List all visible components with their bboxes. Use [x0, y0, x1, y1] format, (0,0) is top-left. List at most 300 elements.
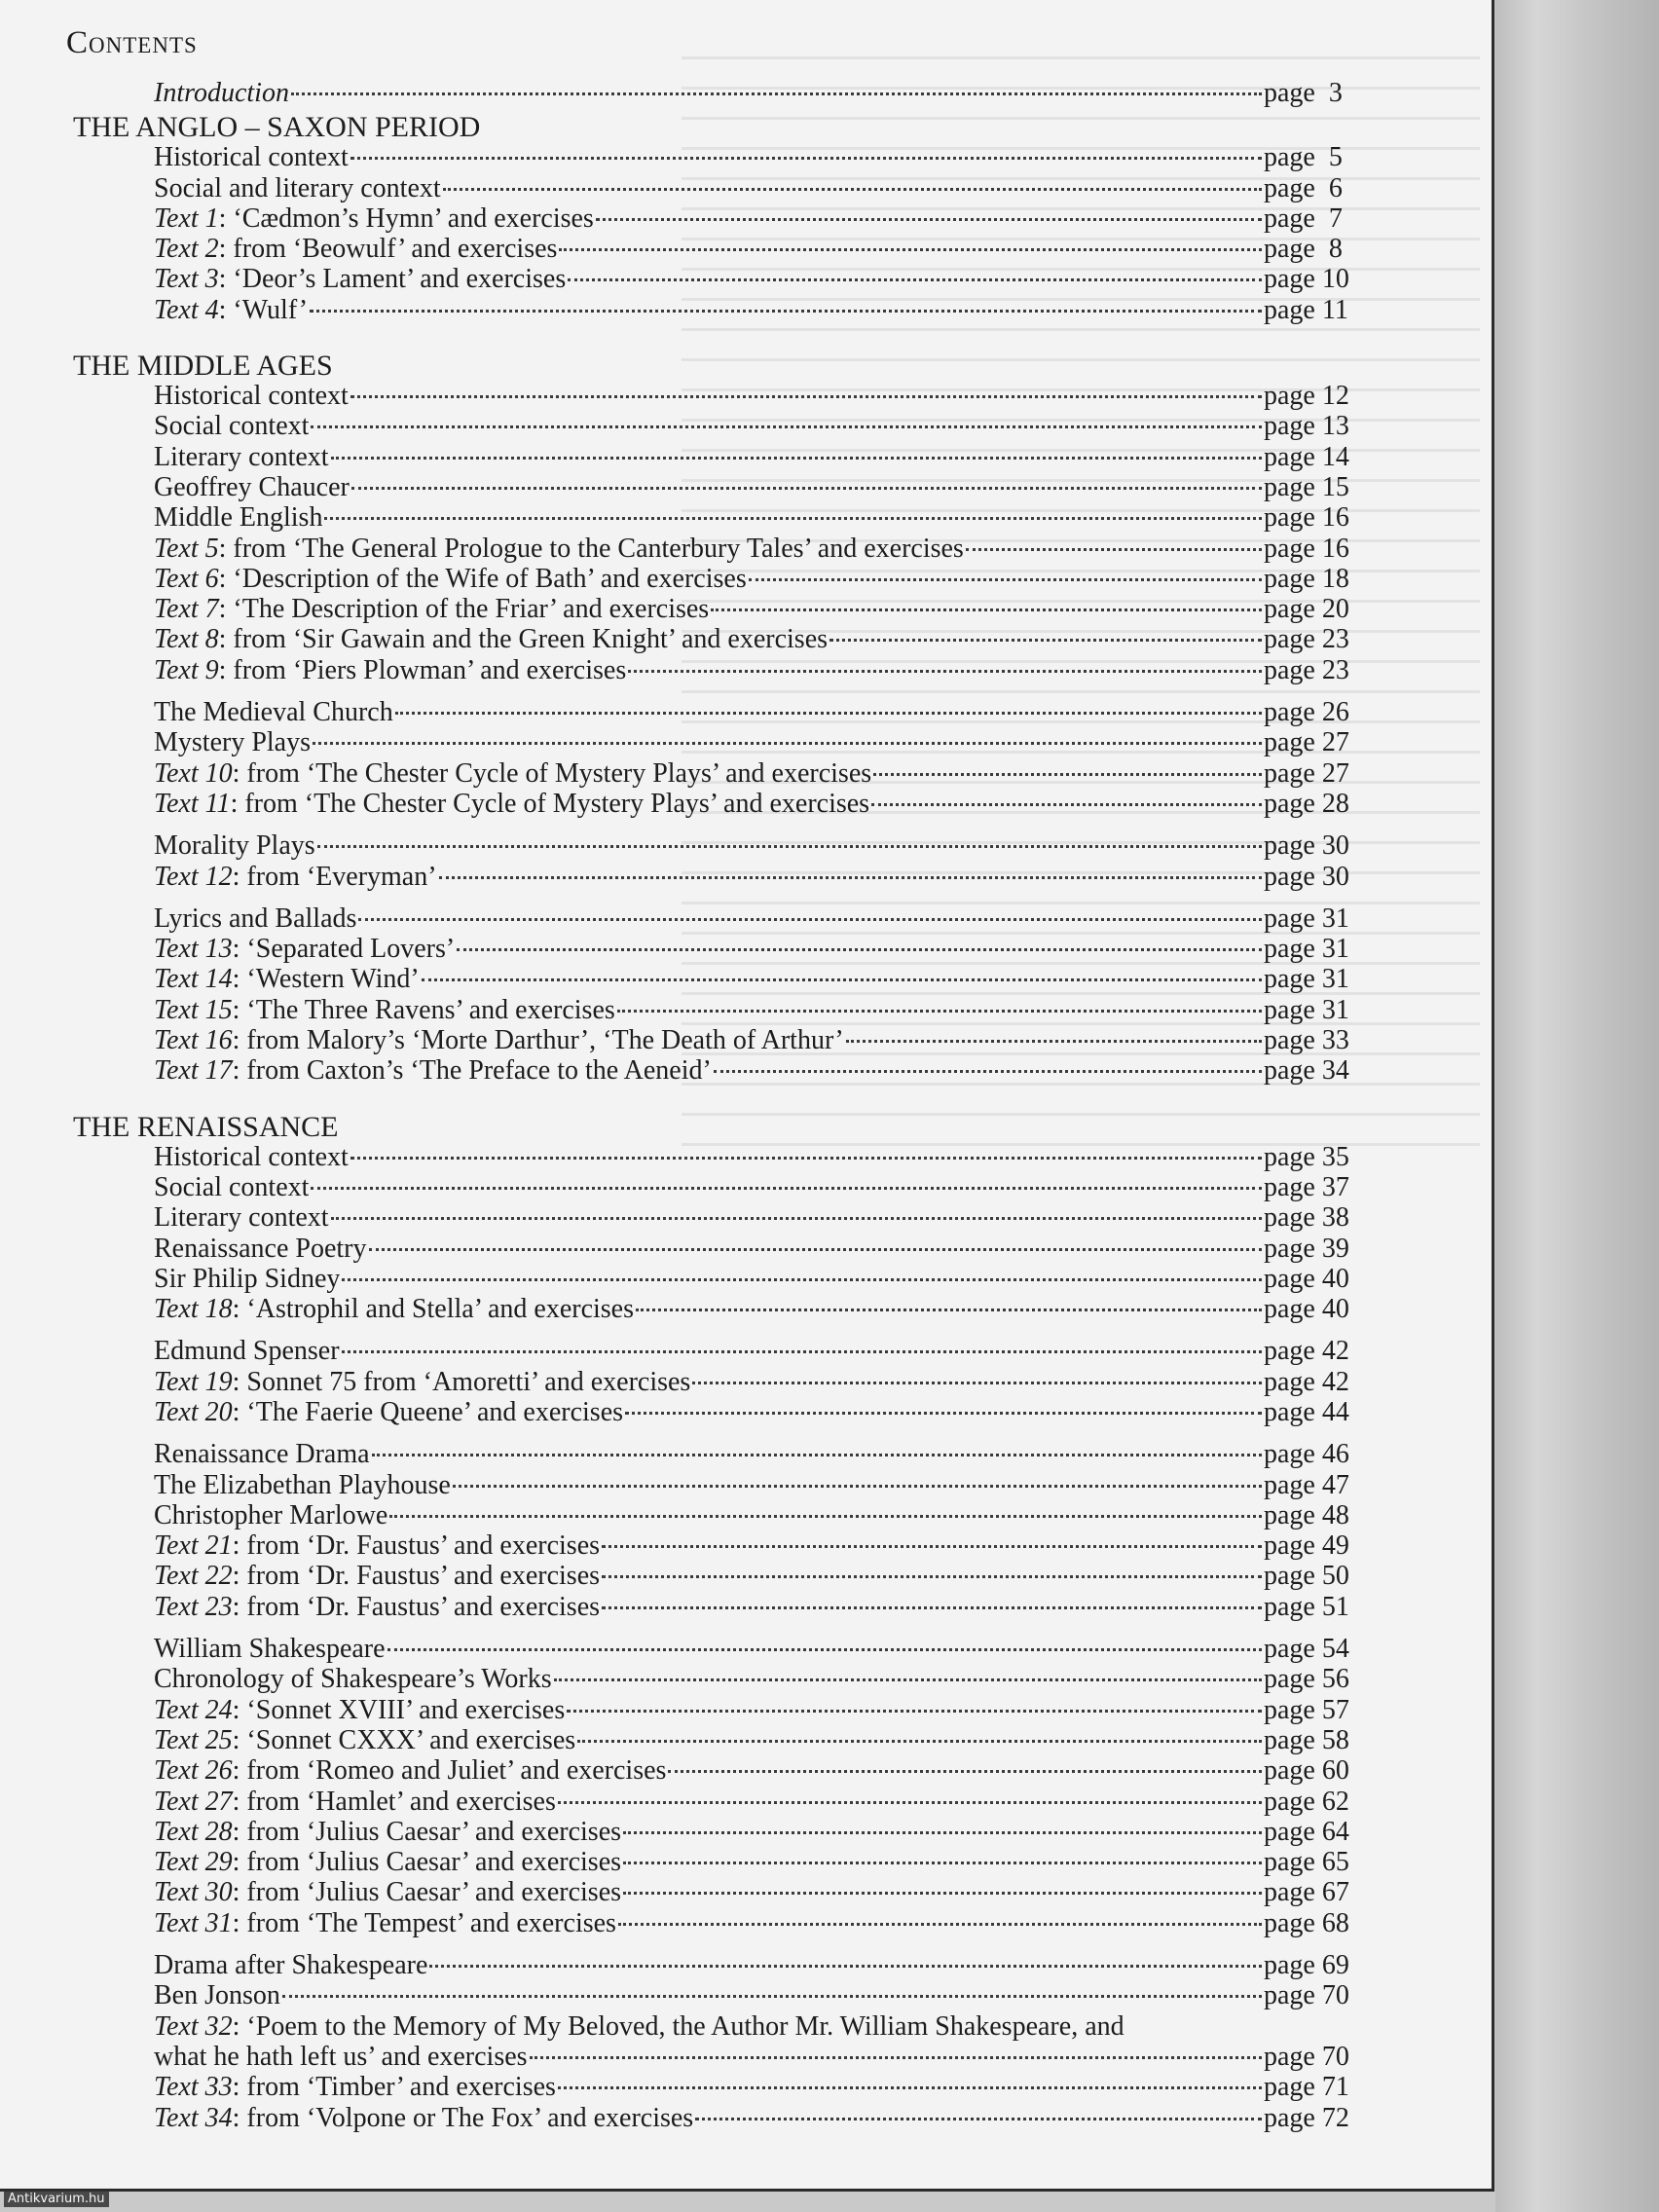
toc-entry-title: : ‘Cædmon’s Hymn’ and exercises [218, 203, 594, 234]
toc-entry[interactable] [154, 411, 1373, 441]
toc-entry[interactable] [154, 381, 1373, 411]
toc-entry-label [154, 995, 615, 1025]
toc-leader-dots [358, 915, 1262, 921]
toc-entry-title: : ‘The Faerie Queene’ and exercises [232, 1396, 624, 1427]
toc-entry[interactable] [154, 1908, 1373, 1938]
toc-entry-title: : from ‘The Chester Cycle of Mystery Plays’ and exercises [232, 757, 872, 789]
toc-entry[interactable] [154, 1336, 1373, 1366]
toc-entry-title: : from ‘Piers Plowman’ and exercises [218, 654, 627, 685]
toc-entry-number: Text 23 [154, 1591, 233, 1622]
toc-leader-dots [668, 1767, 1262, 1773]
toc-entry-title: Historical context [154, 1141, 349, 1172]
toc-page-number: page 42 [1264, 1336, 1349, 1367]
toc-page-number: page 31 [1264, 964, 1349, 995]
toc-leader-dots [625, 1409, 1262, 1415]
toc-page-number: page 54 [1264, 1634, 1349, 1665]
toc-entry-label [154, 1202, 329, 1233]
toc-entry-label [154, 173, 441, 203]
toc-leader-dots [311, 423, 1262, 428]
toc-page-number: page 42 [1264, 1366, 1349, 1397]
toc-leader-dots [530, 2053, 1262, 2059]
toc-entry[interactable] [154, 1397, 1373, 1427]
toc-entry[interactable] [154, 234, 1373, 264]
toc-entry-number: Text 8 [154, 624, 219, 655]
toc-entry-label [154, 1055, 712, 1086]
toc-entry-title: : from Caxton’s ‘The Preface to the Aeneid’ [232, 1055, 712, 1087]
toc-entry-label [154, 1336, 340, 1366]
toc-entry-line [154, 2011, 1492, 2042]
adjacent-page-edge [1495, 0, 1659, 2212]
toc-entry-label [154, 624, 828, 654]
spacer [0, 325, 1492, 350]
toc-entry[interactable] [154, 2042, 1373, 2072]
toc-page-number: page 11 [1264, 294, 1348, 325]
toc-entry-number: Text 19 [154, 1366, 233, 1397]
spacer [0, 1087, 1492, 1112]
toc-entry-label [154, 1664, 552, 1694]
toc-entry-label [154, 411, 309, 441]
toc-entry-label [154, 1397, 623, 1427]
toc-entry-title: : from ‘Dr. Faustus’ and exercises [232, 1561, 601, 1592]
toc-entry-label [154, 964, 420, 994]
toc-entry[interactable] [154, 862, 1373, 892]
toc-entry-label [154, 1470, 451, 1500]
toc-entry[interactable] [154, 727, 1373, 757]
toc-entry[interactable] [154, 1664, 1373, 1694]
toc-entry-title: Renaissance Drama [154, 1439, 370, 1470]
toc-leader-dots [623, 1828, 1262, 1834]
toc-entry[interactable] [154, 264, 1373, 294]
toc-entry-number: Text 27 [154, 1786, 233, 1817]
toc-entry-title: Morality Plays [154, 830, 315, 862]
toc-entry-title: what he hath left us’ and exercises [154, 2041, 528, 2072]
toc-entry-title: Edmund Spenser [154, 1336, 340, 1367]
toc-page-number: page 16 [1264, 502, 1349, 534]
toc-page-number: page 40 [1264, 1263, 1349, 1294]
toc-entry-number: Text 5 [154, 533, 219, 564]
toc-leader-dots [846, 1037, 1262, 1043]
table-of-contents [0, 78, 1492, 2133]
toc-page-number: page 8 [1264, 234, 1343, 265]
toc-entry-title: Middle English [154, 502, 323, 534]
toc-leader-dots [324, 514, 1262, 520]
toc-entry[interactable] [154, 903, 1373, 934]
toc-entry-number: Text 20 [154, 1396, 233, 1427]
toc-entry-title: : from Malory’s ‘Morte Darthur’, ‘The Death of Arthur’ [232, 1025, 844, 1056]
page-title: Contents [66, 25, 198, 60]
toc-leader-dots [966, 545, 1262, 551]
toc-leader-dots [350, 154, 1262, 160]
toc-entry-label [154, 1980, 280, 2010]
toc-leader-dots [331, 454, 1262, 460]
toc-leader-dots [429, 1962, 1262, 1968]
toc-leader-dots [331, 1214, 1262, 1220]
toc-leader-dots [714, 1067, 1262, 1073]
toc-entry-title: : from ‘Julius Caesar’ and exercises [232, 1877, 622, 1908]
toc-entry-number: Text 22 [154, 1561, 233, 1592]
toc-entry-label [154, 1500, 387, 1530]
toc-entry-number: Text 3 [154, 264, 219, 295]
toc-entry-label [154, 1695, 565, 1725]
toc-entry-title: Historical context [154, 381, 349, 412]
toc-entry-title: : from ‘Sir Gawain and the Green Knight’ and exercises [218, 624, 829, 655]
toc-entry-title: Social context [154, 1171, 310, 1202]
toc-page-number: page 70 [1264, 2041, 1349, 2072]
toc-entry[interactable] [154, 442, 1373, 472]
toc-leader-dots [369, 1245, 1263, 1251]
toc-page-number: page 15 [1264, 471, 1349, 502]
toc-page-number: page 46 [1264, 1439, 1349, 1470]
toc-entry-label [154, 1725, 575, 1755]
toc-leader-dots [628, 667, 1262, 673]
toc-page-number: page 31 [1264, 903, 1349, 934]
toc-entry[interactable] [154, 1500, 1373, 1530]
toc-leader-dots [830, 636, 1262, 642]
toc-leader-dots [350, 392, 1262, 398]
toc-page-number: page 37 [1264, 1171, 1349, 1202]
toc-entry[interactable] [154, 78, 1373, 108]
toc-entry[interactable] [154, 1877, 1373, 1907]
toc-leader-dots [602, 1604, 1262, 1609]
toc-page-number: page 58 [1264, 1724, 1349, 1755]
toc-entry[interactable] [154, 502, 1373, 533]
toc-entry-label [154, 1294, 634, 1324]
toc-entry[interactable] [154, 934, 1373, 964]
toc-entry[interactable] [154, 1294, 1373, 1324]
toc-entry[interactable] [154, 1725, 1373, 1755]
toc-entry[interactable] [154, 1980, 1373, 2010]
toc-leader-dots [636, 1306, 1262, 1311]
toc-entry-label [154, 295, 308, 325]
toc-entry[interactable] [154, 1202, 1373, 1233]
toc-leader-dots [439, 873, 1262, 879]
toc-entry-number: Text 10 [154, 757, 233, 789]
toc-entry-label [154, 1847, 621, 1877]
toc-entry-label [154, 1367, 690, 1397]
toc-entry-label [154, 1817, 621, 1847]
spacer [0, 1938, 1492, 1950]
toc-page-number: page 34 [1264, 1055, 1349, 1087]
toc-entry[interactable] [154, 789, 1373, 819]
toc-page-number: page 12 [1264, 381, 1349, 412]
toc-page-number: page 33 [1264, 1025, 1349, 1056]
toc-entry[interactable] [154, 995, 1373, 1025]
toc-page-number: page 56 [1264, 1664, 1349, 1695]
toc-entry-number: Text 17 [154, 1055, 233, 1087]
toc-entry-title: : from ‘Everyman’ [232, 861, 437, 892]
toc-entry[interactable] [154, 1367, 1373, 1397]
toc-entry-title: : from ‘Beowulf’ and exercises [218, 234, 558, 265]
toc-leader-dots [567, 1707, 1262, 1713]
toc-entry[interactable] [154, 594, 1373, 624]
toc-page-number: page 6 [1264, 172, 1343, 203]
toc-entry[interactable] [154, 534, 1373, 564]
toc-entry[interactable] [154, 2103, 1373, 2133]
toc-entry-number: Text 26 [154, 1755, 233, 1787]
toc-entry[interactable] [154, 1264, 1373, 1294]
toc-entry-number: Text 32 [154, 2010, 233, 2042]
toc-entry-number: Text 14 [154, 964, 233, 995]
toc-entry[interactable] [154, 830, 1373, 861]
toc-entry-label [154, 78, 289, 108]
spacer [0, 1324, 1492, 1336]
toc-entry-title: Mystery Plays [154, 727, 311, 758]
toc-leader-dots [457, 945, 1262, 951]
toc-leader-dots [317, 842, 1262, 848]
toc-entry-label [154, 903, 356, 934]
toc-entry-title: The Elizabethan Playhouse [154, 1469, 451, 1500]
toc-leader-dots [596, 215, 1262, 221]
toc-page-number: page 7 [1264, 203, 1343, 234]
spacer [0, 1427, 1492, 1439]
toc-page-number: page 47 [1264, 1469, 1349, 1500]
toc-entry-number: Text 33 [154, 2072, 233, 2103]
toc-leader-dots [618, 1920, 1262, 1926]
toc-entry[interactable] [154, 1470, 1373, 1500]
toc-entry-number: Text 31 [154, 1907, 233, 1938]
toc-entry[interactable] [154, 173, 1373, 203]
toc-entry[interactable] [154, 697, 1373, 727]
toc-leader-dots [695, 2115, 1262, 2120]
toc-entry-label [154, 442, 329, 472]
toc-entry-title: Social and literary context [154, 172, 441, 203]
toc-entry-number: Text 12 [154, 861, 233, 892]
toc-entry-title: : ‘Wulf’ [218, 294, 309, 325]
toc-entry-label [154, 1264, 340, 1294]
toc-leader-dots [387, 1645, 1262, 1651]
toc-entry-label [154, 1950, 427, 1980]
toc-entry-title: Christopher Marlowe [154, 1499, 388, 1530]
toc-entry-title: : ‘The Three Ravens’ and exercises [232, 994, 615, 1025]
toc-leader-dots [313, 739, 1262, 745]
spacer [0, 685, 1492, 697]
toc-entry-number: Text 25 [154, 1724, 233, 1755]
toc-entry[interactable] [154, 1439, 1373, 1469]
toc-entry[interactable] [154, 655, 1373, 685]
toc-leader-dots [395, 709, 1262, 715]
toc-page-number: page 68 [1264, 1907, 1349, 1938]
toc-entry-label [154, 203, 594, 234]
toc-page-number: page 30 [1264, 830, 1349, 862]
toc-page-number: page 31 [1264, 934, 1349, 965]
toc-entry[interactable] [154, 2072, 1373, 2102]
toc-entry-number: Text 29 [154, 1847, 233, 1878]
toc-page-number: page 50 [1264, 1561, 1349, 1592]
toc-leader-dots [871, 800, 1262, 806]
toc-entry-label [154, 934, 455, 964]
toc-entry-title: : from ‘The Chester Cycle of Mystery Plays’ and exercises [230, 788, 870, 819]
toc-page-number: page 13 [1264, 411, 1349, 442]
toc-leader-dots [623, 1859, 1262, 1864]
toc-page-number: page 18 [1264, 563, 1349, 594]
toc-entry-title: : ‘Separated Lovers’ [232, 934, 456, 965]
toc-entry-label [154, 2072, 556, 2102]
toc-entry-title: Sir Philip Sidney [154, 1263, 341, 1294]
toc-entry-title: : ‘Western Wind’ [232, 964, 420, 995]
toc-page-number: page 23 [1264, 654, 1349, 685]
toc-entry-title: : from ‘Volpone or The Fox’ and exercises [232, 2102, 694, 2133]
toc-page-number: page 60 [1264, 1755, 1349, 1787]
section-heading: THE MIDDLE AGES [73, 350, 333, 383]
toc-entry-label [154, 1634, 386, 1664]
toc-page-number: page 71 [1264, 2072, 1349, 2103]
toc-page-number: page 3 [1264, 78, 1343, 108]
toc-leader-dots [310, 307, 1262, 313]
toc-leader-dots [350, 1154, 1262, 1160]
toc-entry[interactable] [154, 203, 1373, 234]
toc-entry-number: Text 24 [154, 1694, 233, 1725]
toc-entry[interactable] [154, 295, 1373, 325]
toc-page-number: page 51 [1264, 1591, 1349, 1622]
toc-entry[interactable] [154, 1817, 1373, 1847]
toc-entry-label [154, 1787, 556, 1817]
toc-entry-title: : ‘Poem to the Memory of My Beloved, the Author Mr. William Shakespeare, and [232, 2010, 1124, 2042]
toc-leader-dots [453, 1482, 1262, 1488]
toc-entry-label [154, 727, 311, 757]
toc-page-number: page 38 [1264, 1202, 1349, 1234]
toc-entry-number: Text 6 [154, 563, 219, 594]
toc-entry-label [154, 264, 566, 294]
toc-entry-number: Text 11 [154, 788, 231, 819]
toc-page-number: page 16 [1264, 533, 1349, 564]
toc-entry-label [154, 564, 747, 594]
toc-entry-title: William Shakespeare [154, 1634, 386, 1665]
toc-entry[interactable] [154, 1055, 1373, 1086]
toc-page-number: page 14 [1264, 441, 1349, 472]
toc-entry-label [154, 594, 709, 624]
toc-entry-label [154, 381, 349, 411]
toc-entry-number: Text 18 [154, 1294, 233, 1325]
toc-page-number: page 67 [1264, 1877, 1349, 1908]
toc-entry-title: : from ‘The General Prologue to the Canterbury Tales’ and exercises [218, 533, 964, 564]
toc-entry[interactable] [154, 1561, 1373, 1591]
toc-page-number: page 64 [1264, 1816, 1349, 1847]
toc-leader-dots [558, 2083, 1262, 2089]
toc-entry-number: Text 9 [154, 654, 219, 685]
toc-leader-dots [351, 484, 1262, 490]
toc-page-number: page 70 [1264, 1980, 1349, 2011]
toc-entry-label [154, 1142, 349, 1172]
spacer [0, 819, 1492, 830]
toc-entry-label [154, 2042, 528, 2072]
toc-entry[interactable] [154, 624, 1373, 654]
toc-entry-label [154, 502, 322, 533]
toc-entry-label [154, 1592, 600, 1622]
toc-entry-title: : ‘Sonnet CXXX’ and exercises [232, 1724, 576, 1755]
toc-entry[interactable] [154, 1787, 1373, 1817]
toc-entry-title: : ‘The Description of the Friar’ and exercises [218, 594, 710, 625]
toc-entry[interactable] [154, 1634, 1373, 1664]
toc-entry-label [154, 862, 437, 892]
toc-page-number: page 20 [1264, 594, 1349, 625]
toc-entry-title: : ‘Astrophil and Stella’ and exercises [232, 1294, 634, 1325]
section-heading: THE ANGLO – SAXON PERIOD [73, 111, 481, 144]
toc-leader-dots [372, 1451, 1262, 1456]
toc-entry[interactable] [154, 1695, 1373, 1725]
toc-page-number: page 31 [1264, 994, 1349, 1025]
toc-leader-dots [568, 276, 1262, 281]
toc-entry-title: : from ‘Julius Caesar’ and exercises [232, 1847, 622, 1878]
toc-page-number: page 28 [1264, 788, 1349, 819]
toc-entry-label [154, 789, 869, 819]
toc-page-number: page 57 [1264, 1694, 1349, 1725]
toc-entry-title: Renaissance Poetry [154, 1233, 367, 1264]
toc-entry-label [154, 472, 350, 502]
toc-entry-title: : from ‘Timber’ and exercises [232, 2072, 556, 2103]
toc-leader-dots [749, 575, 1262, 581]
spacer [0, 892, 1492, 903]
toc-entry-title: : from ‘The Tempest’ and exercises [232, 1907, 616, 1938]
toc-entry-title: Social context [154, 411, 310, 442]
toc-entry-number: Text 30 [154, 1877, 233, 1908]
toc-entry-title: Ben Jonson [154, 1980, 280, 2011]
toc-entry-title: Literary context [154, 1202, 329, 1234]
toc-entry[interactable] [154, 1847, 1373, 1877]
toc-leader-dots [559, 245, 1262, 251]
toc-page-number: page 49 [1264, 1530, 1349, 1562]
toc-entry[interactable] [154, 1172, 1373, 1202]
toc-entry-title: Literary context [154, 441, 329, 472]
toc-page-number: page 27 [1264, 727, 1349, 758]
toc-entry-label [154, 534, 964, 564]
toc-entry-number: Text 1 [154, 203, 219, 234]
toc-entry-title: : from ‘Hamlet’ and exercises [232, 1786, 556, 1817]
toc-entry-number: Text 7 [154, 594, 219, 625]
toc-entry[interactable] [154, 1142, 1373, 1172]
toc-entry-label [154, 1172, 309, 1202]
toc-entry[interactable] [154, 142, 1373, 172]
toc-entry[interactable] [154, 1530, 1373, 1561]
toc-entry-number: Text 13 [154, 934, 233, 965]
toc-entry[interactable] [154, 758, 1373, 789]
toc-entry-number: Text 4 [154, 294, 219, 325]
toc-entry-label [154, 655, 626, 685]
toc-page-number: page 40 [1264, 1294, 1349, 1325]
toc-leader-dots [422, 976, 1262, 981]
toc-entry-title: : from ‘Dr. Faustus’ and exercises [232, 1591, 601, 1622]
toc-entry[interactable] [154, 564, 1373, 594]
toc-page-number: page 65 [1264, 1847, 1349, 1878]
toc-leader-dots [602, 1572, 1262, 1578]
toc-page-number: page 5 [1264, 142, 1343, 173]
toc-leader-dots [873, 770, 1262, 776]
toc-page-number: page 23 [1264, 624, 1349, 655]
toc-entry[interactable] [154, 1592, 1373, 1622]
toc-entry-title: : from ‘Romeo and Juliet’ and exercises [232, 1755, 667, 1787]
toc-page-number: page 48 [1264, 1499, 1349, 1530]
toc-entry[interactable] [154, 1234, 1373, 1264]
toc-entry[interactable] [154, 472, 1373, 502]
spacer [0, 1622, 1492, 1634]
toc-entry[interactable] [154, 1025, 1373, 1055]
toc-entry[interactable] [154, 1950, 1373, 1980]
toc-entry[interactable] [154, 964, 1373, 994]
toc-entry-label [154, 830, 315, 861]
toc-entry-number: Text 2 [154, 234, 219, 265]
toc-entry-label [154, 2103, 693, 2133]
toc-page-number: page 35 [1264, 1141, 1349, 1172]
toc-leader-dots [623, 1889, 1262, 1895]
toc-entry-label [154, 1530, 600, 1561]
toc-entry[interactable] [154, 1755, 1373, 1786]
toc-entry-title: Drama after Shakespeare [154, 1950, 428, 1981]
section-heading: THE RENAISSANCE [73, 1110, 339, 1143]
toc-entry-title: : from ‘Dr. Faustus’ and exercises [232, 1530, 601, 1562]
toc-entry-label [154, 1755, 666, 1786]
toc-page-number: page 72 [1264, 2102, 1349, 2133]
toc-leader-dots [617, 1007, 1262, 1013]
toc-page-number: page 44 [1264, 1396, 1349, 1427]
